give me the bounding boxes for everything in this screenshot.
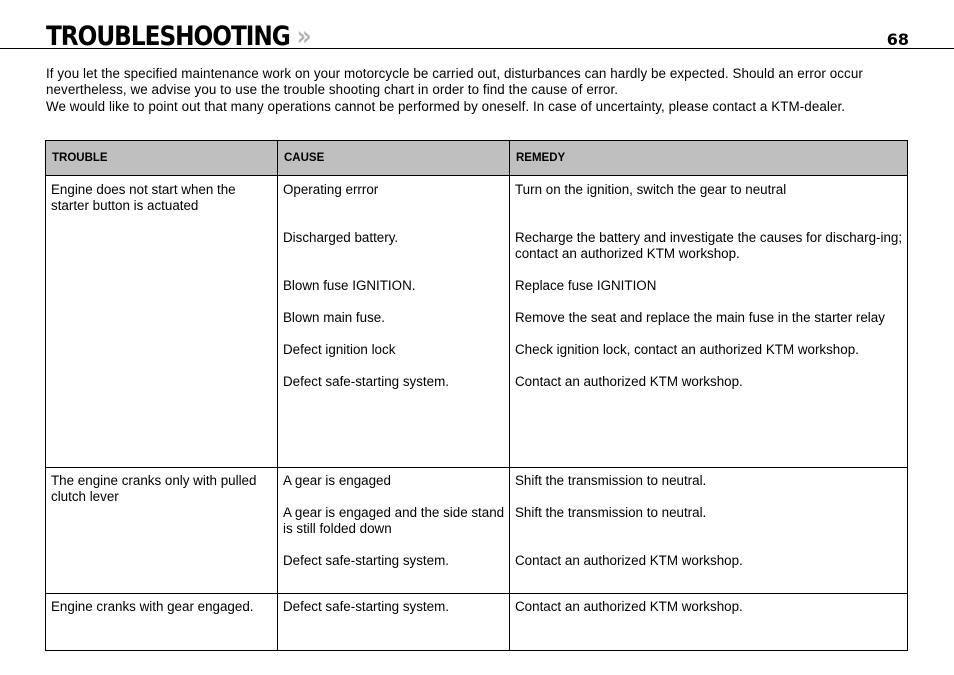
cause-cell — [278, 176, 510, 468]
cause-text: Defect safe-starting system. — [283, 599, 449, 614]
remedy-text: Replace fuse IGNITION — [515, 278, 657, 293]
remedy-text: Remove the seat and replace the main fuse in the starter relay — [515, 310, 885, 325]
trouble-text: Engine does not start when the starter button is actuated — [51, 182, 236, 213]
cause-text: Blown main fuse. — [283, 310, 385, 325]
remedy-text: Turn on the ignition, switch the gear to neutral — [515, 182, 787, 197]
trouble-cell — [46, 468, 278, 594]
cause-text: Defect ignition lock — [283, 342, 396, 357]
cause-text: A gear is engaged — [283, 473, 391, 488]
header-remedy: REMEDY — [510, 141, 908, 176]
remedy-text: Shift the transmission to neutral. — [515, 473, 707, 488]
cause-text: Discharged battery. — [283, 230, 399, 245]
cause-text: Defect safe-starting system. — [283, 374, 449, 389]
trouble-cell — [46, 594, 278, 651]
table-row — [46, 594, 908, 651]
table-header-row — [46, 141, 908, 176]
intro-text — [46, 66, 916, 115]
remedy-text: Contact an authorized KTM workshop. — [515, 553, 743, 568]
page-header — [0, 0, 954, 52]
remedy-cell — [510, 594, 908, 651]
cause-cell — [278, 594, 510, 651]
cause-text: Operating errror — [283, 182, 379, 197]
remedy-text: Check ignition lock, contact an authorized KTM workshop. — [515, 342, 859, 357]
double-chevron-icon: » — [296, 21, 310, 52]
table-row — [46, 468, 908, 594]
intro-paragraph-1: If you let the specified maintenance work on your motorcycle be carried out, disturbances can hardly be expected. Should an error occur nevertheless, we advise you to use the trouble shooting chart in order to find the cause of error. — [46, 66, 863, 98]
header-trouble: TROUBLE — [46, 141, 278, 176]
trouble-text: The engine cranks only with pulled clutch lever — [51, 473, 257, 504]
remedy-cell — [510, 176, 908, 468]
remedy-text: Recharge the battery and investigate the causes for discharg-ing; contact an authorized KTM workshop. — [515, 230, 903, 261]
remedy-text: Contact an authorized KTM workshop. — [515, 374, 743, 389]
table-row — [46, 176, 908, 468]
cause-text: A gear is engaged and the side stand is still folded down — [283, 505, 505, 536]
intro-paragraph-2: We would like to point out that many operations cannot be performed by oneself. In case of uncertainty, please contact a KTM-dealer. — [46, 98, 846, 114]
header-cause: CAUSE — [278, 141, 510, 176]
page-title-text: TROUBLESHOOTING — [46, 21, 290, 52]
page-number: 68 — [886, 30, 909, 49]
remedy-text: Contact an authorized KTM workshop. — [515, 599, 743, 614]
page-title — [46, 17, 310, 57]
troubleshooting-table — [45, 140, 908, 651]
cause-text: Blown fuse IGNITION. — [283, 278, 416, 293]
cause-text: Defect safe-starting system. — [283, 553, 449, 568]
trouble-cell — [46, 176, 278, 468]
trouble-text: Engine cranks with gear engaged. — [51, 599, 254, 614]
remedy-cell — [510, 468, 908, 594]
remedy-text: Shift the transmission to neutral. — [515, 505, 707, 520]
cause-cell — [278, 468, 510, 594]
